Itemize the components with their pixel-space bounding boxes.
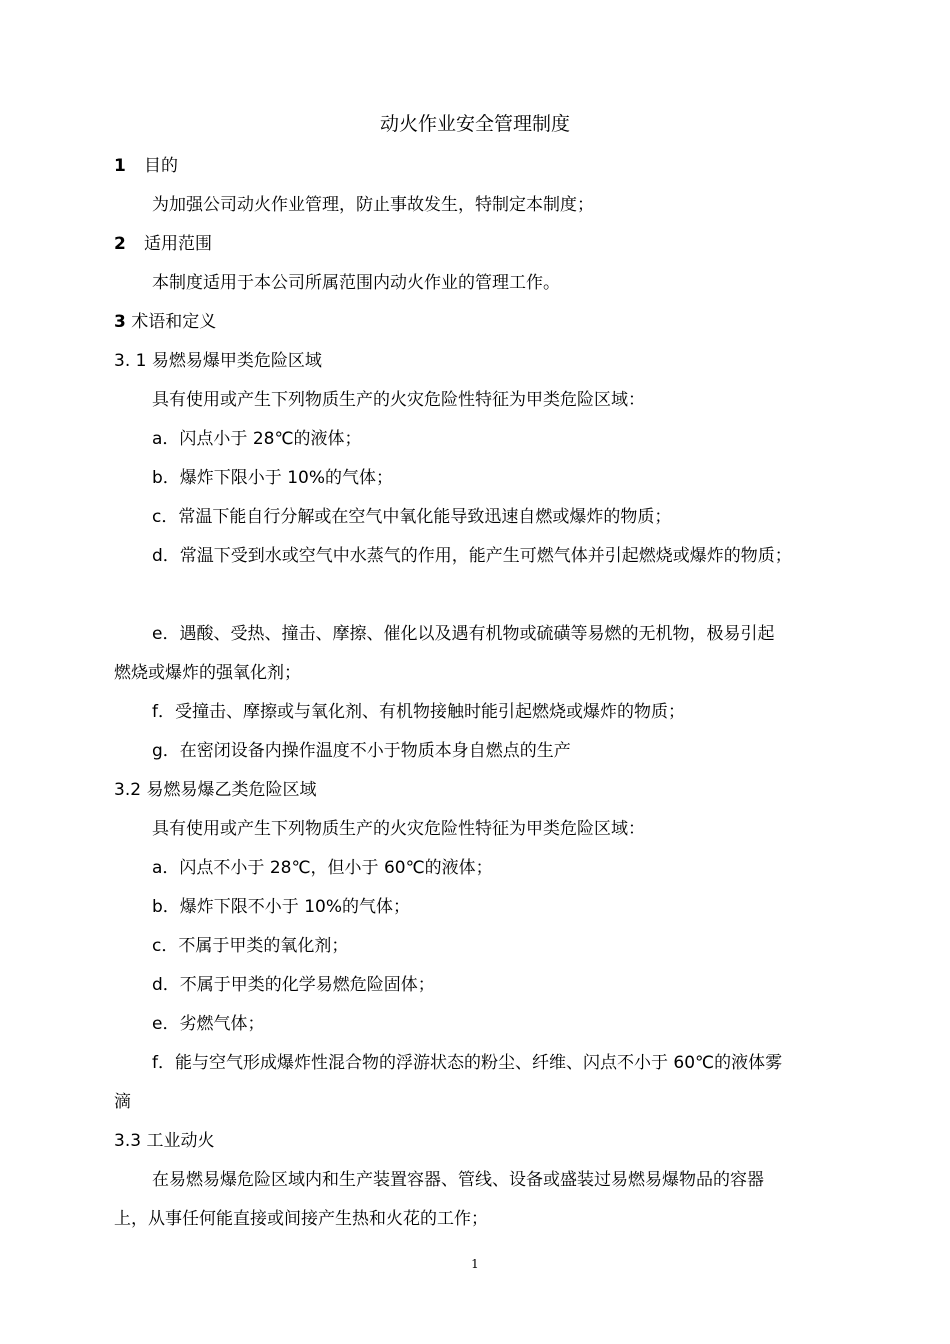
document-title: 动火作业安全管理制度 [379,113,570,135]
list-item: a．闪点不小于 28℃，但小于 60℃的液体； [152,858,493,878]
list-item: c．不属于甲类的氧化剂； [152,936,349,956]
section-3-3-heading: 3.3 工业动火 [114,1131,215,1151]
section-heading-text: 目的 [144,156,178,176]
list-item-continuation: 燃烧或爆炸的强氧化剂； [114,663,301,683]
list-item: f．受撞击、摩擦或与氧化剂、有机物接触时能引起燃烧或爆炸的物质； [152,702,685,722]
section-3-3-body: 在易燃易爆危险区域内和生产装置容器、管线、设备或盛装过易燃易爆物品的容器 [152,1170,764,1190]
section-3-2-heading: 3.2 易燃易爆乙类危险区域 [114,780,317,800]
list-item: a．闪点小于 28℃的液体； [152,429,362,449]
section-3-2-intro: 具有使用或产生下列物质生产的火灾危险性特征为甲类危险区域： [152,819,645,839]
section-2-heading [114,232,880,256]
section-number: 1 [114,156,126,176]
section-number: 2 [114,234,126,254]
list-item: e．劣燃气体； [152,1014,265,1034]
section-1-body: 为加强公司动火作业管理，防止事故发生，特制定本制度； [152,195,594,215]
list-item: b．爆炸下限不小于 10%的气体； [152,897,410,917]
section-2-body: 本制度适用于本公司所属范围内动火作业的管理工作。 [152,273,560,293]
list-item: d．常温下受到水或空气中水蒸气的作用，能产生可燃气体并引起燃烧或爆炸的物质； [152,546,792,566]
list-item-continuation: 滴 [114,1092,131,1112]
section-3-1-intro: 具有使用或产生下列物质生产的火灾危险性特征为甲类危险区域： [152,390,645,410]
section-heading-text: 适用范围 [144,234,212,254]
list-item: c．常温下能自行分解或在空气中氧化能导致迅速自燃或爆炸的物质； [152,507,672,527]
section-3-heading [114,310,880,334]
list-item: b．爆炸下限小于 10%的气体； [152,468,393,488]
list-item: d．不属于甲类的化学易燃危险固体； [152,975,435,995]
section-1-heading [114,154,880,178]
list-item: f．能与空气形成爆炸性混合物的浮游状态的粉尘、纤维、闪点不小于 60℃的液体雾 [152,1053,783,1073]
section-number: 3 [114,312,126,332]
list-item: g．在密闭设备内操作温度不小于物质本身自燃点的生产 [152,741,571,761]
section-heading-text: 术语和定义 [131,312,217,332]
page-number: 1 [471,1257,479,1271]
section-3-3-body-continuation: 上，从事任何能直接或间接产生热和火花的工作； [114,1209,488,1229]
section-3-1-heading: 3. 1 易燃易爆甲类危险区域 [114,351,322,371]
list-item: e．遇酸、受热、撞击、摩擦、催化以及遇有机物或硫磺等易燃的无机物，极易引起 [152,624,775,644]
